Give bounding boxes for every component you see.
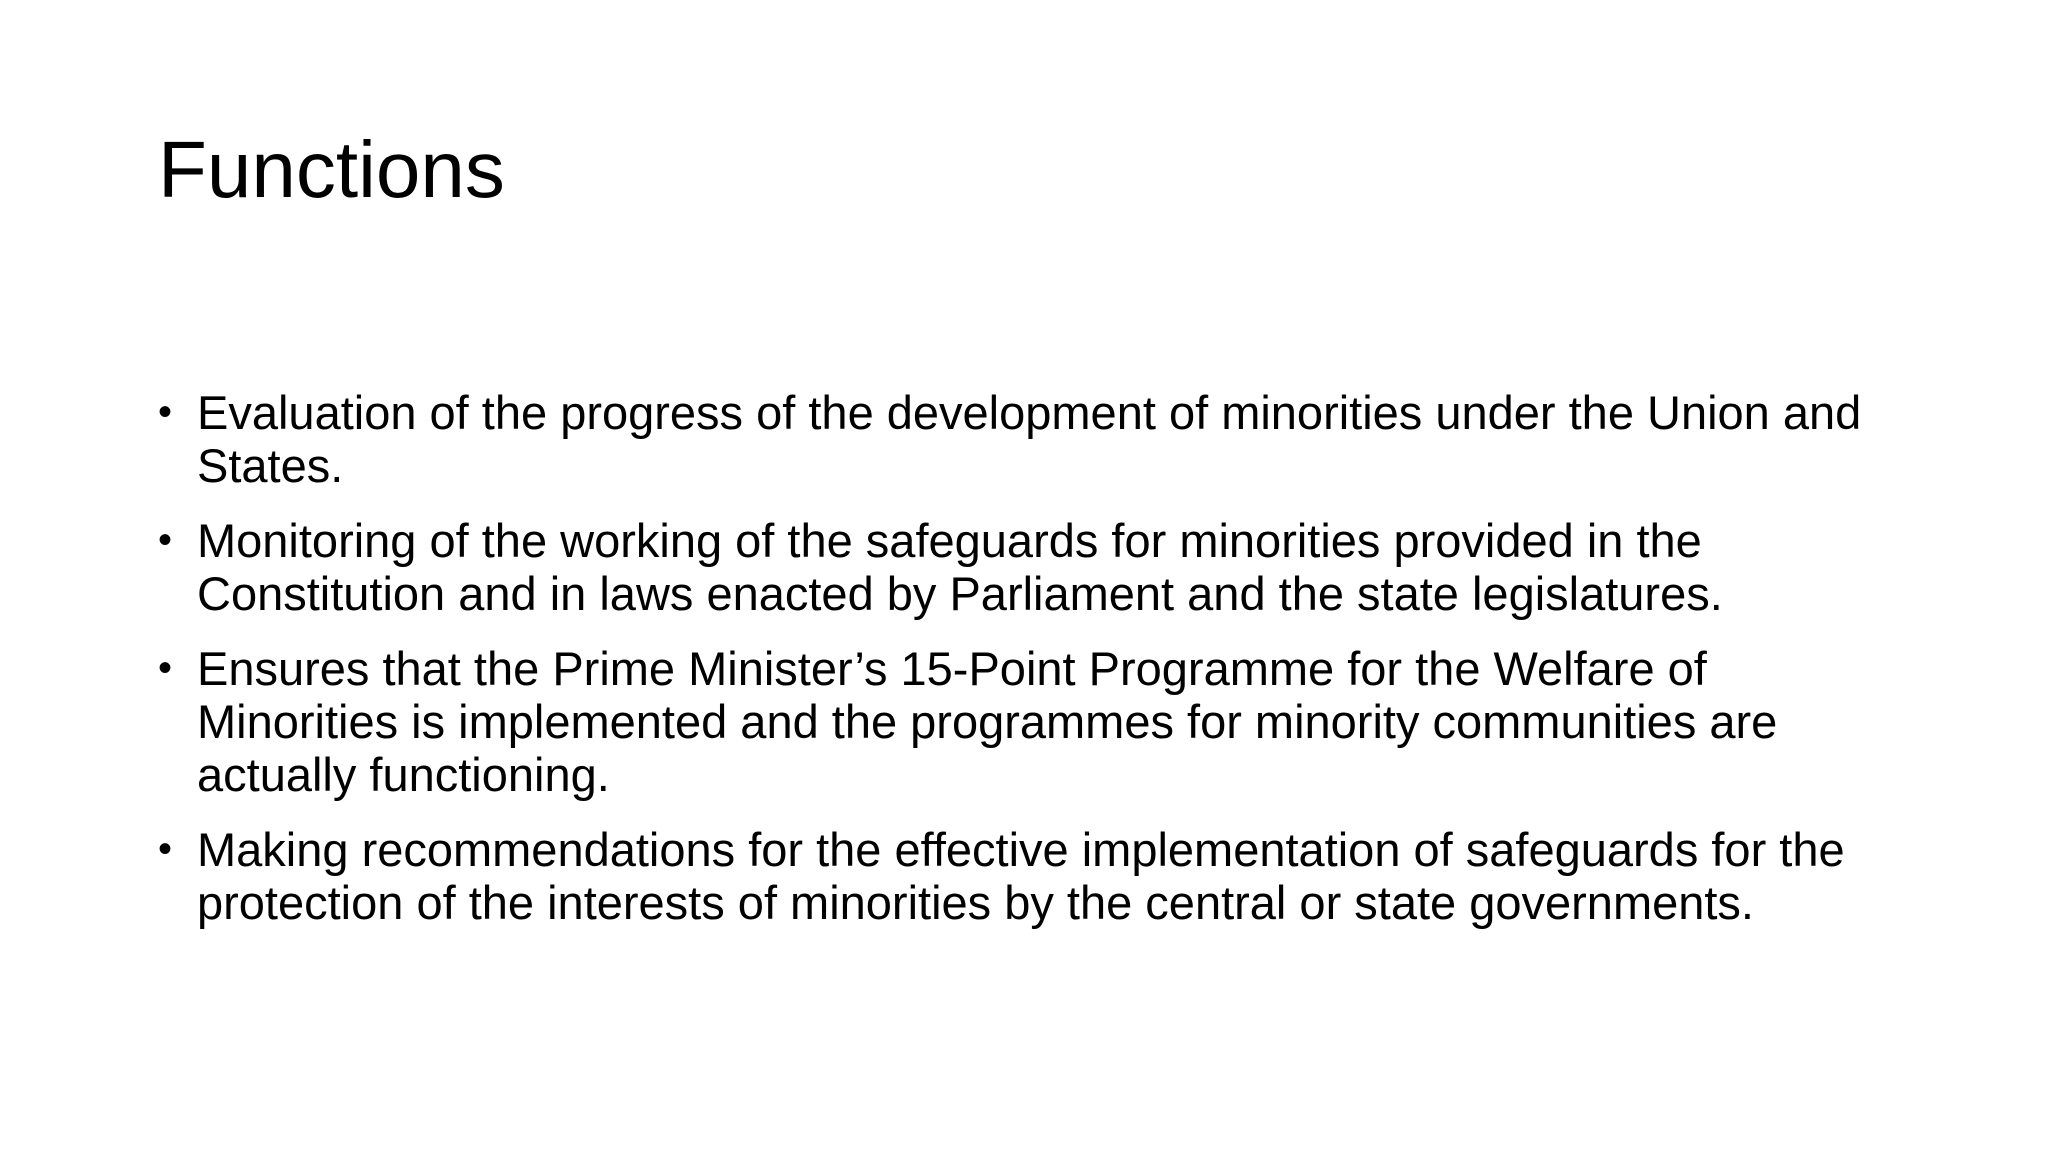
slide-title: Functions xyxy=(158,125,505,214)
bullet-text: Ensures that the Prime Minister’s 15-Point Programme for the Welfare of Minorities is implemented and the programmes for minority communities are actually functioning. xyxy=(197,642,1778,801)
bullet-item xyxy=(158,823,1918,929)
bullet-item xyxy=(158,514,1918,620)
bullet-marker: • xyxy=(158,827,173,871)
bullet-text: Monitoring of the working of the safeguards for minorities provided in the Constitution and in laws enacted by Parliament and the state legislatures. xyxy=(197,514,1723,620)
bullet-marker: • xyxy=(158,646,173,690)
bullet-list xyxy=(158,386,1918,951)
bullet-marker: • xyxy=(158,518,173,562)
bullet-item xyxy=(158,642,1918,801)
bullet-text: Making recommendations for the effective implementation of safeguards for the protection of the interests of minorities by the central or state governments. xyxy=(197,823,1845,929)
bullet-item xyxy=(158,386,1918,492)
bullet-marker: • xyxy=(158,390,173,434)
bullet-text: Evaluation of the progress of the development of minorities under the Union and States. xyxy=(197,386,1862,492)
